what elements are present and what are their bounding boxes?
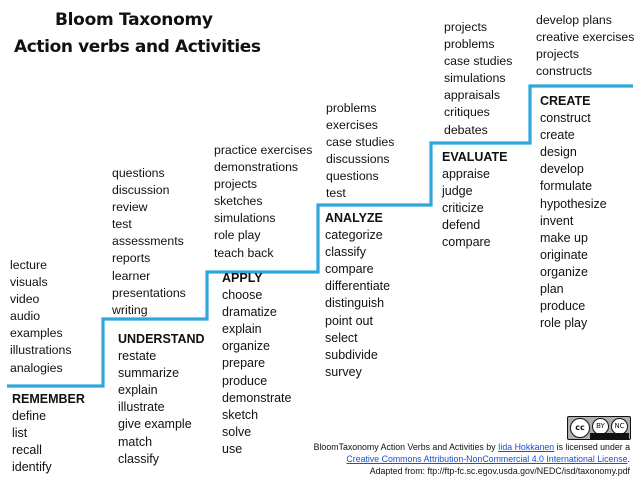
analyze-activity: test (326, 186, 346, 201)
remember-activities (10, 257, 72, 377)
apply-activity: role play (214, 228, 261, 243)
apply-activities (214, 142, 312, 262)
evaluate-activity: case studies (444, 54, 513, 69)
analyze-activity: exercises (326, 118, 378, 133)
credit-suffix: . (627, 454, 630, 464)
evaluate-verb: criticize (442, 201, 484, 216)
level-create (540, 93, 607, 332)
understand-verb: match (118, 434, 153, 449)
analyze-verb: compare (325, 262, 374, 277)
credit-line-1 (314, 442, 630, 452)
understand-activity: reports (112, 251, 151, 266)
analyze-verb: subdivide (325, 347, 378, 362)
remember-verb: define (12, 409, 47, 424)
evaluate-activity: debates (444, 122, 488, 137)
create-activity: develop plans (536, 13, 612, 27)
understand-verb: give example (118, 417, 192, 432)
create-verb: invent (540, 213, 574, 228)
analyze-verb: distinguish (325, 296, 385, 311)
analyze-verb: classify (325, 245, 366, 260)
understand-activity: assessments (112, 234, 184, 249)
remember-activity: audio (10, 309, 41, 324)
level-understand (118, 331, 205, 468)
analyze-activity: case studies (326, 135, 395, 150)
apply-verb: dramatize (222, 305, 277, 320)
credit-line-2 (346, 454, 630, 464)
understand-activity: presentations (112, 285, 186, 300)
apply-activity: demonstrations (214, 160, 299, 175)
apply-verb: use (222, 441, 243, 456)
cc-logo-icon: cc (570, 418, 590, 438)
analyze-verb: categorize (325, 228, 383, 243)
apply-heading: APPLY (222, 271, 263, 285)
analyze-activity: discussions (326, 152, 390, 167)
understand-activities (112, 165, 186, 319)
remember-activity: visuals (10, 275, 48, 290)
understand-activity: questions (112, 166, 165, 180)
apply-activity: practice exercises (214, 143, 313, 157)
level-remember (12, 391, 85, 476)
license-link[interactable]: Creative Commons Attribution-NonCommercial 4.0 International License (346, 454, 628, 464)
understand-activity: learner (112, 268, 151, 283)
create-heading: CREATE (540, 94, 591, 108)
understand-verb: explain (118, 383, 158, 398)
analyze-heading: ANALYZE (325, 211, 383, 225)
analyze-verb: point out (325, 313, 373, 328)
apply-verb: explain (222, 322, 262, 337)
apply-activity: simulations (214, 211, 276, 226)
analyze-activity: questions (326, 169, 379, 184)
create-activity: projects (536, 47, 580, 62)
apply-verb: demonstrate (222, 390, 292, 405)
understand-activity: discussion (112, 183, 170, 198)
create-verb: design (540, 145, 577, 160)
create-activities (536, 12, 634, 80)
remember-activity: examples (10, 326, 63, 341)
create-verb: originate (540, 247, 588, 262)
analyze-activity: problems (326, 101, 377, 115)
create-verb: develop (540, 162, 584, 177)
create-activity: constructs (536, 64, 593, 79)
understand-verb: restate (118, 349, 157, 364)
create-verb: make up (540, 230, 588, 245)
apply-verb: organize (222, 339, 270, 354)
remember-activity: illustrations (10, 343, 72, 358)
level-evaluate (442, 149, 508, 252)
apply-verb: prepare (222, 356, 266, 371)
remember-activity: video (10, 292, 40, 307)
level-apply (222, 270, 291, 458)
understand-verb: illustrate (118, 400, 165, 415)
analyze-activities (326, 100, 394, 203)
evaluate-verb: judge (442, 184, 473, 199)
understand-verb: classify (118, 451, 159, 466)
license-bar (590, 433, 629, 439)
understand-activity: writing (112, 302, 148, 317)
apply-verb: solve (222, 424, 252, 439)
apply-activity: teach back (214, 245, 274, 260)
remember-heading: REMEMBER (12, 392, 85, 406)
evaluate-activity: simulations (444, 71, 506, 86)
create-verb: plan (540, 282, 564, 297)
understand-heading: UNDERSTAND (118, 332, 205, 346)
evaluate-heading: EVALUATE (442, 150, 508, 164)
evaluate-activity: projects (444, 20, 488, 34)
remember-verb: identify (12, 460, 52, 475)
credit-prefix: BloomTaxonomy Action Verbs and Activities by (313, 442, 498, 452)
apply-activity: projects (214, 177, 258, 192)
remember-activity: lecture (10, 258, 47, 272)
analyze-verb: select (325, 330, 358, 345)
evaluate-activities (444, 19, 512, 139)
evaluate-activity: critiques (444, 105, 490, 120)
create-verb: organize (540, 264, 588, 279)
credit-adapted: Adapted from: ftp://ftp-fc.sc.egov.usda.gov/NEDC/isd/taxonomy.pdf (369, 466, 630, 476)
create-verb: hypothesize (540, 196, 607, 211)
diagram-title: Bloom Taxonomy (55, 10, 213, 30)
apply-verb: choose (222, 288, 263, 303)
remember-verb: recall (12, 443, 42, 458)
analyze-verb: survey (325, 364, 362, 379)
understand-activity: review (112, 200, 148, 215)
create-verb: produce (540, 299, 586, 314)
evaluate-verb: compare (442, 235, 491, 250)
evaluate-activity: problems (444, 37, 495, 52)
apply-verb: sketch (222, 407, 259, 422)
understand-verb: summarize (118, 366, 180, 381)
cc-license-icon[interactable] (567, 416, 631, 440)
evaluate-verb: defend (442, 218, 481, 233)
evaluate-verb: appraise (442, 167, 490, 182)
remember-verb: list (12, 426, 28, 441)
noncommercial-icon: NC (611, 418, 628, 435)
evaluate-activity: appraisals (444, 88, 501, 103)
apply-verb: produce (222, 373, 268, 388)
apply-activity: sketches (214, 194, 263, 209)
create-verb: formulate (540, 179, 593, 194)
analyze-verb: differentiate (325, 279, 391, 294)
create-verb: construct (540, 111, 591, 126)
create-verb: create (540, 128, 575, 143)
level-analyze (325, 210, 390, 381)
author-link[interactable]: Iida Hokkanen (497, 442, 555, 452)
attribution-icon: BY (592, 418, 609, 435)
remember-activity: analogies (10, 360, 63, 375)
credit-middle: is licensed under a (554, 442, 630, 452)
diagram-subtitle: Action verbs and Activities (14, 37, 261, 57)
create-activity: creative exercises (536, 30, 635, 45)
create-verb: role play (540, 316, 588, 331)
understand-activity: test (112, 217, 132, 232)
